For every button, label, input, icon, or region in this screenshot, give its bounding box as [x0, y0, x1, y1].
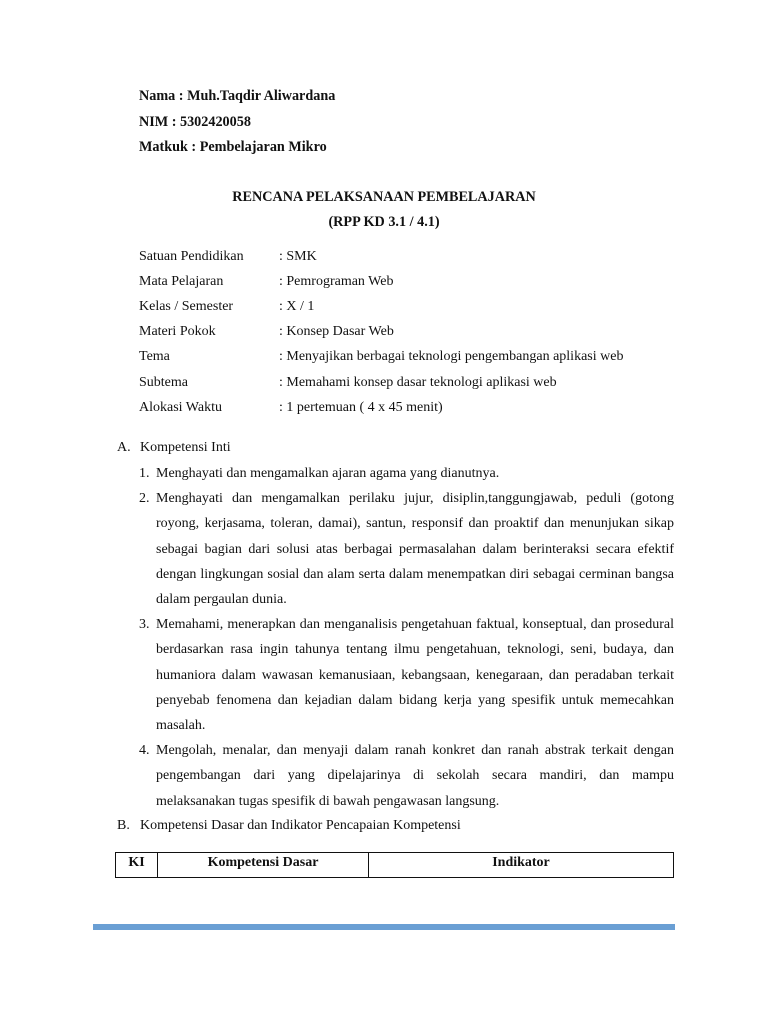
list-item [139, 738, 674, 814]
section-letter: B. [117, 818, 130, 833]
list-item [139, 612, 674, 738]
list-item-text: Mengolah, menalar, dan menyaji dalam ranah konkret dan ranah abstrak terkait dengan pengembangan dari yang dipelajarinya di sekolah secara mandiri, dan mampu melaksanakan tugas spesifik di bawah pengawasan langsung. [156, 743, 674, 809]
info-label: Subtema [139, 375, 188, 390]
info-value: : SMK [279, 249, 317, 264]
info-value: : Menyajikan berbagai teknologi pengembangan aplikasi web [279, 349, 624, 364]
info-label: Tema [139, 349, 170, 364]
kompetensi-inti-list [139, 461, 674, 814]
list-item [139, 486, 674, 612]
section-letter: A. [117, 440, 131, 455]
section-b-heading [117, 818, 461, 834]
footer-divider [93, 924, 675, 930]
section-title: Kompetensi Dasar dan Indikator Pencapaian Kompetensi [140, 818, 461, 833]
info-value: : 1 pertemuan ( 4 x 45 menit) [279, 400, 443, 415]
list-item-number: 3. [139, 617, 150, 633]
kd-table-header [115, 852, 674, 878]
info-label: Satuan Pendidikan [139, 249, 244, 264]
document-subtitle: (RPP KD 3.1 / 4.1) [328, 214, 440, 230]
info-value: : Konsep Dasar Web [279, 324, 394, 339]
section-title: Kompetensi Inti [140, 440, 231, 455]
info-label: Mata Pelajaran [139, 274, 224, 289]
student-nim: NIM : 5302420058 [139, 114, 251, 130]
list-item-number: 4. [139, 743, 150, 759]
list-item-text: Menghayati dan mengamalkan perilaku jujur, disiplin,tanggungjawab, peduli (gotong royong, kerjasama, toleran, damai), santun, responsif dan proaktif dan menunjukan sikap sebagai bagian dari solusi atas berbagai permasalahan dalam berinteraksi secara efektif dengan lingkungan sosial dan alam serta dalam menempatkan diri sebagai cerminan bangsa dalam pergaulan dunia. [156, 491, 674, 608]
info-label: Alokasi Waktu [139, 400, 222, 415]
info-label: Kelas / Semester [139, 299, 234, 314]
table-header-ki: KI [116, 853, 158, 877]
info-value: : X / 1 [279, 299, 315, 314]
list-item [139, 461, 674, 486]
section-a-heading [117, 440, 231, 456]
list-item-number: 1. [139, 466, 150, 481]
list-item-text: Menghayati dan mengamalkan ajaran agama yang dianutnya. [156, 466, 500, 481]
student-name: Nama : Muh.Taqdir Aliwardana [139, 88, 336, 104]
list-item-number: 2. [139, 491, 150, 507]
info-value: : Pemrograman Web [279, 274, 394, 289]
table-header-indikator: Indikator [492, 855, 550, 870]
info-label: Materi Pokok [139, 324, 216, 339]
info-value: : Memahami konsep dasar teknologi aplikasi web [279, 375, 557, 390]
list-item-text: Memahami, menerapkan dan menganalisis pengetahuan faktual, konseptual, dan prosedural berdasarkan rasa ingin tahunya tentang ilmu pengetahuan, teknologi, seni, budaya, dan humaniora dalam wawasan kemanusiaan, kebangsaan, kenegaraan, dan peradaban terkait penyebab fenomena dan kejadian dalam bidang kerja yang spesifik untuk memecahkan masalah. [156, 617, 674, 734]
course-name: Matkuk : Pembelajaran Mikro [139, 139, 327, 155]
document-title: RENCANA PELAKSANAAN PEMBELAJARAN [232, 189, 536, 205]
table-header-kompetensi-dasar: Kompetensi Dasar [158, 853, 369, 877]
